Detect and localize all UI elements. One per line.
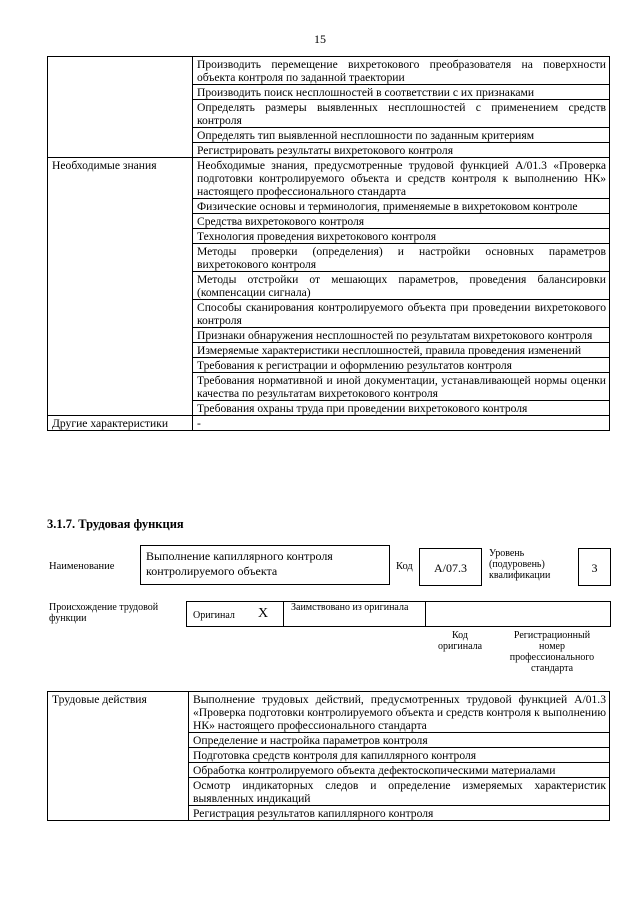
skill-row [48,57,610,85]
table-cell: Способы сканирования контролируемого объекта при проведении вихретокового контроля [193,300,610,328]
origin-divider-1 [283,601,284,627]
table-cell: Технология проведения вихретокового контроля [193,229,610,244]
row-label: Необходимые знания [48,158,193,416]
table-cell: Определять размеры выявленных несплошностей с применением средств контроля [193,100,610,128]
skills-knowledge-table [47,56,610,431]
level-box [578,548,611,586]
table-cell: Подготовка средств контроля для капиллярного контроля [189,748,610,763]
table-cell: Осмотр индикаторных следов и определение измеряемых характеристик выявленных индикаций [189,778,610,806]
table-cell: Физические основы и терминология, применяемые в вихретоковом контроле [193,199,610,214]
table-cell: Выполнение трудовых действий, предусмотренных трудовой функцией А/01.3 «Проверка подготовки контролируемого объекта и средств контроля к выполнению НК» настоящего профессионального стандарта [189,692,610,733]
table-cell: Средства вихретокового контроля [193,214,610,229]
code-box [419,548,482,586]
origin-label: Происхождение трудовой функции [49,602,159,624]
function-name-value: Выполнение капиллярного контроля контролируемого объекта [146,549,333,578]
table-cell: Методы проверки (определения) и настройки основных параметров вихретокового контроля [193,244,610,272]
code-label: Код [396,561,413,572]
table-cell: Методы отстройки от мешающих параметров, проведения балансировки (компенсации сигнала) [193,272,610,300]
code-original-caption: Код оригинала [437,630,483,652]
registration-number-caption: Регистрационный номер профессионального стандарта [509,630,595,674]
code-value: А/07.3 [434,561,467,575]
page-number: 15 [314,32,326,46]
labor-action-row [48,692,610,733]
other-characteristics-row [48,416,610,431]
table-cell: Определение и настройка параметров контроля [189,733,610,748]
table-cell: Производить перемещение вихретокового преобразователя на поверхности объекта контроля по заданной траектории [193,57,610,85]
table-cell: Необходимые знания, предусмотренные трудовой функцией А/01.3 «Проверка подготовки контролируемого объекта и средств контроля к выполнению НК» настоящего профессионального стандарта [193,158,610,199]
table-cell: Требования охраны труда при проведении вихретокового контроля [193,401,610,416]
table-cell: Требования нормативной и иной документации, устанавливающей нормы оценки качества по результатам вихретокового контроля [193,373,610,401]
table-cell: Определять тип выявленной несплошности по заданным критериям [193,128,610,143]
function-name-box [140,545,390,585]
row-label: Другие характеристики [48,416,193,431]
name-label: Наименование [49,561,115,572]
labor-actions-table [47,691,610,821]
table-cell: Требования к регистрации и оформлению результатов контроля [193,358,610,373]
original-label: Оригинал [193,610,235,621]
row-label-empty [48,57,193,158]
level-value: 3 [591,561,598,575]
table-cell: - [193,416,610,431]
table-cell: Измеряемые характеристики несплошностей, правила проведения изменений [193,343,610,358]
table-cell: Обработка контролируемого объекта дефектоскопическими материалами [189,763,610,778]
table-cell: Регистрация результатов капиллярного контроля [189,806,610,821]
origin-divider-2 [425,601,426,627]
section-title: 3.1.7. Трудовая функция [47,517,184,531]
table-cell: Регистрировать результаты вихретокового контроля [193,143,610,158]
row-label: Трудовые действия [48,692,189,821]
knowledge-row [48,158,610,199]
table-cell: Признаки обнаружения несплошностей по результатам вихретокового контроля [193,328,610,343]
borrowed-label: Заимствовано из оригинала [291,602,409,613]
original-mark: X [258,606,269,621]
level-label: Уровень (подуровень) квалификации [489,548,551,581]
table-cell: Производить поиск несплошностей в соответствии с их признаками [193,85,610,100]
